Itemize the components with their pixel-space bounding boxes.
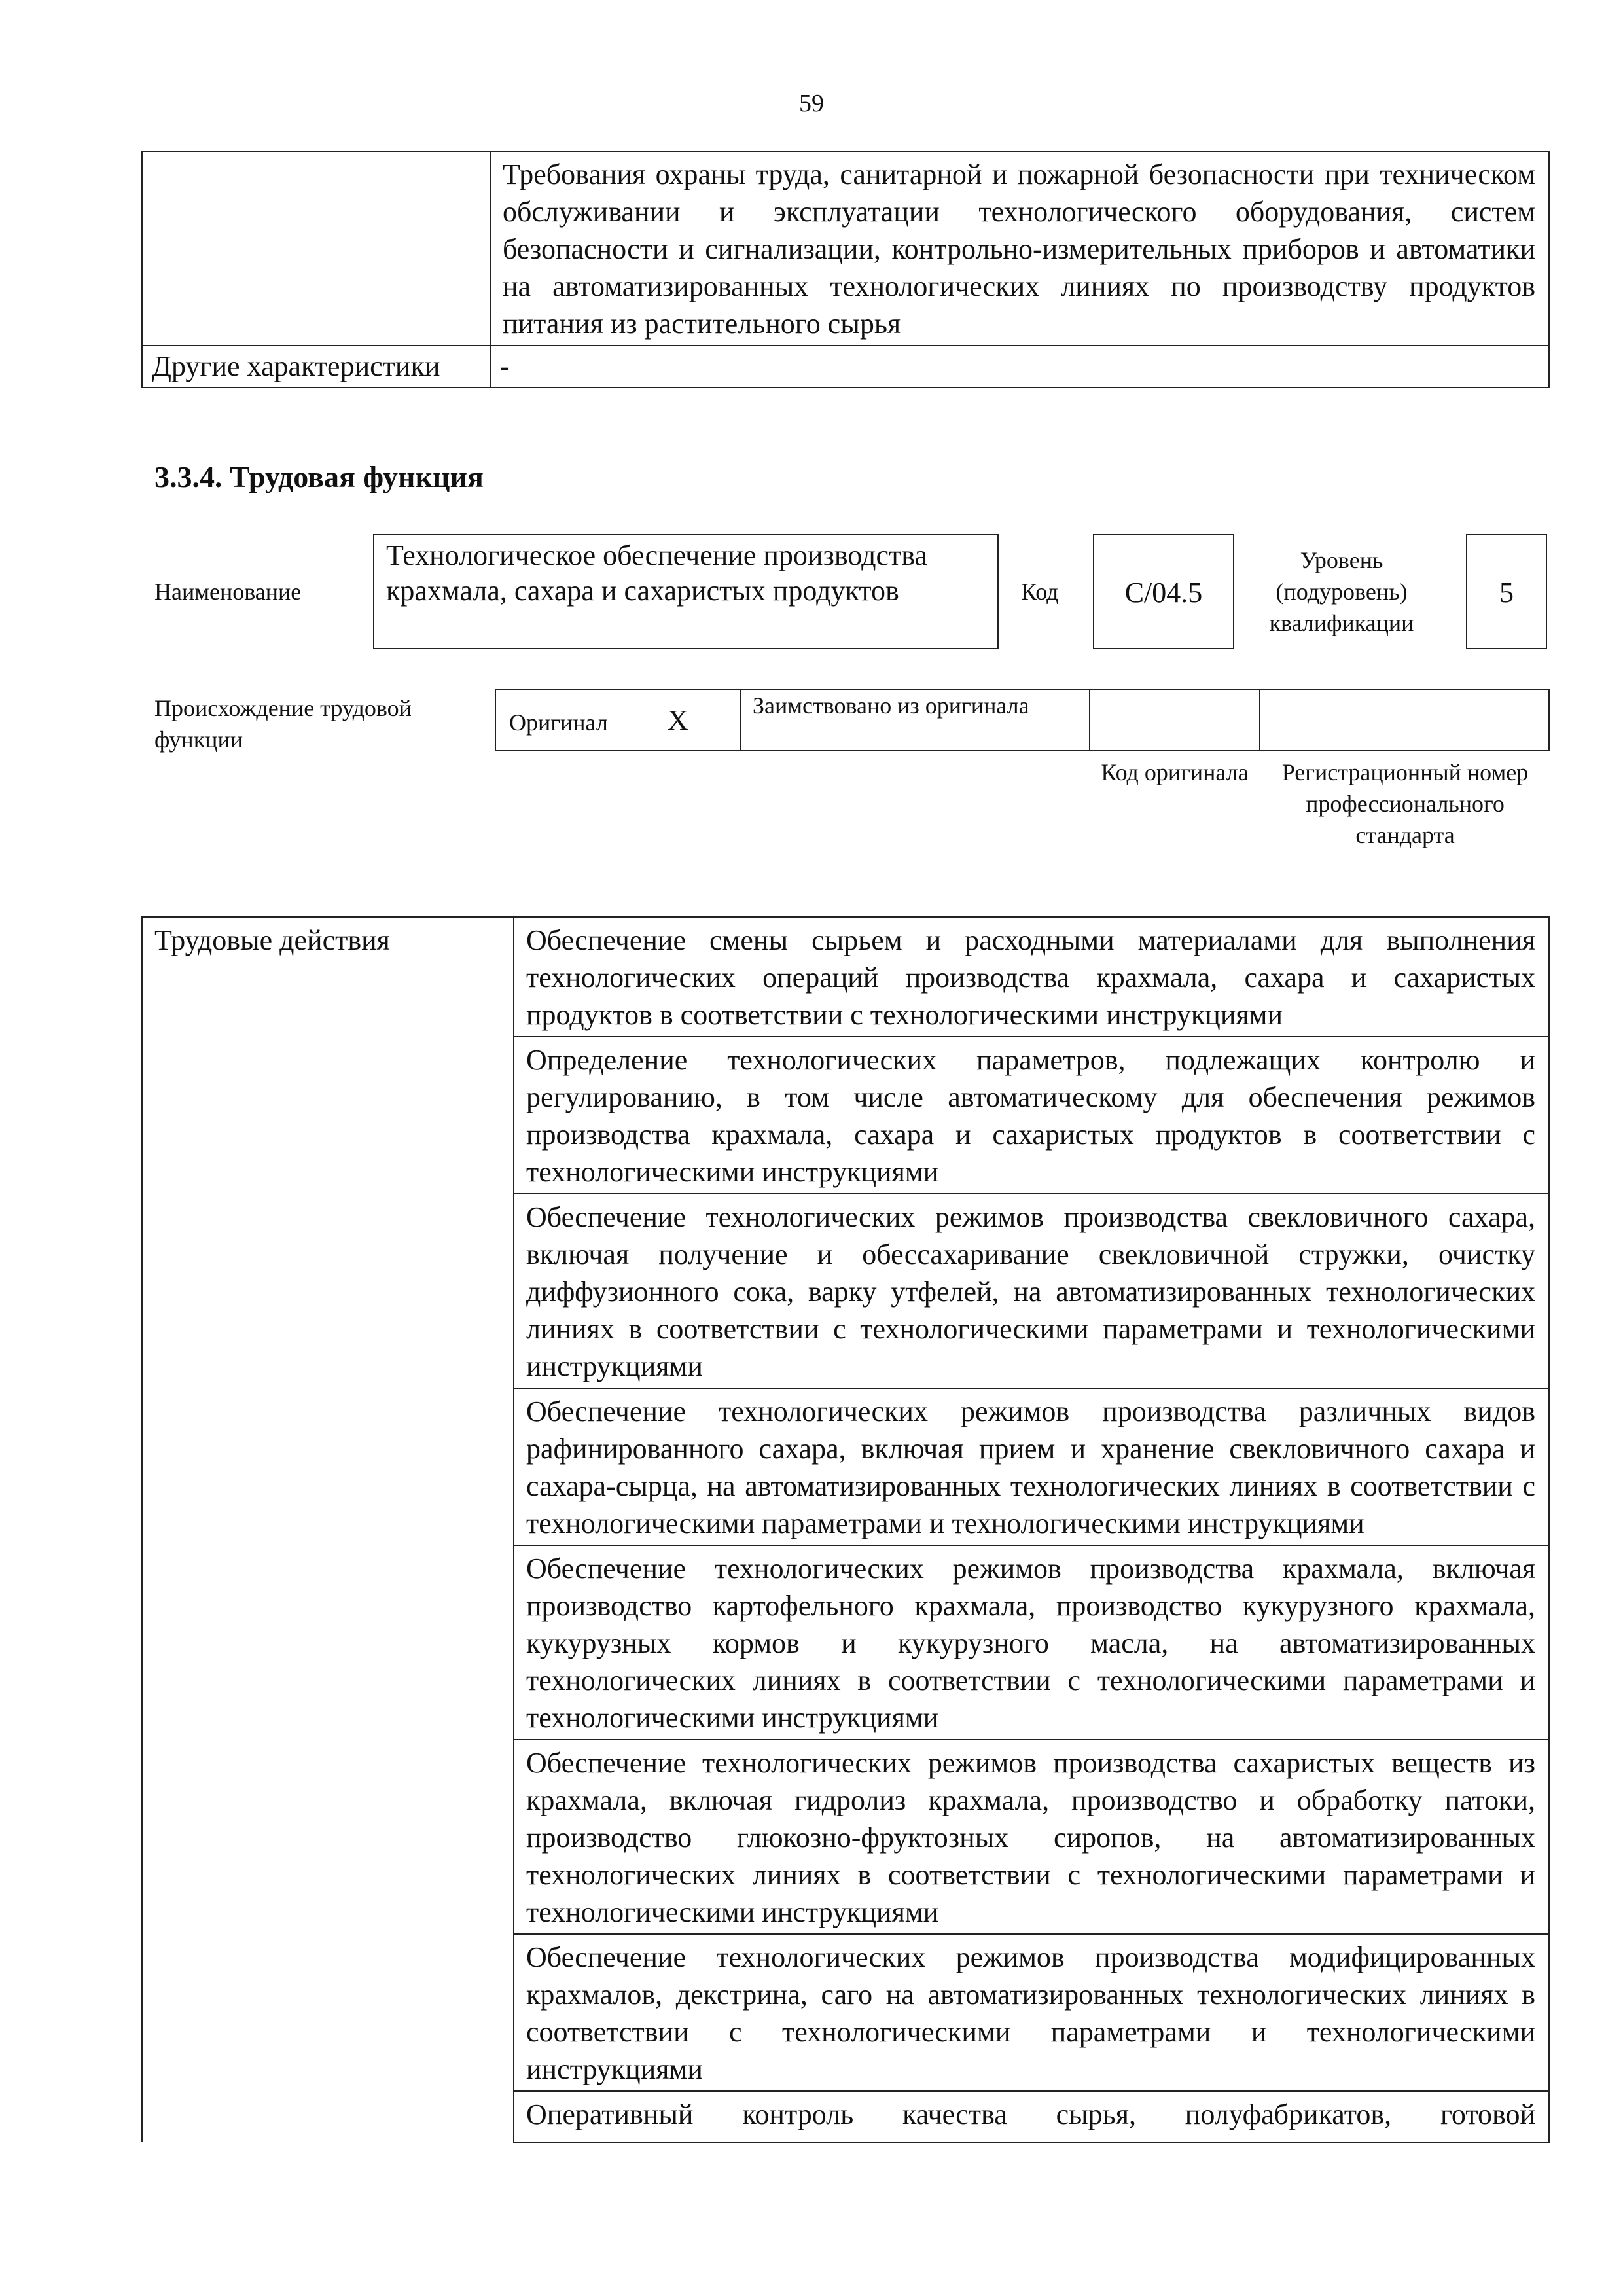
level-box — [1466, 534, 1547, 649]
labor-actions-label: Трудовые действия — [142, 917, 514, 2142]
section-heading: 3.3.4. Трудовая функция — [154, 460, 484, 493]
labor-action-item — [514, 2091, 1549, 2142]
function-name-box — [373, 534, 999, 649]
code-label: Код — [1021, 579, 1059, 605]
labor-action-item: Обеспечение технологических режимов производства различных видов рафинированного сахара, включая прием и хранение свекловичного сахара и сахара-сырца, на автоматизированных технологических линиях в соответствии с технологическими параметрами и технологическими инструкциями — [514, 1388, 1549, 1545]
labor-action-item: Обеспечение технологических режимов производства модифицированных крахмалов, декстрина, саго на автоматизированных технологических линиях в соответствии с технологическими параметрами и технологическими инструкциями — [514, 1934, 1549, 2091]
labor-action-item: Определение технологических параметров, подлежащих контролю и регулированию, в том числе автоматическому для обеспечения режимов производства крахмала, сахара и сахаристых продуктов в соответствии с технологическими инструкциями — [514, 1037, 1549, 1194]
level-value: 5 — [1499, 577, 1514, 609]
origin-divider — [1089, 689, 1090, 751]
labor-action-item: Обеспечение технологических режимов производства сахаристых веществ из крахмала, включая гидролиз крахмала, производство и обработку патоки, производство глюкозно-фруктозных сиропов, на автоматизированных технологических линиях в соответствии с технологическими параметрами и технологическими инструкциями — [514, 1740, 1549, 1934]
registration-number-caption: Регистрационный номер профессионального стандарта — [1281, 759, 1529, 848]
name-label: Наименование — [154, 579, 302, 605]
other-characteristics-value: - — [490, 346, 1549, 387]
original-label: Оригинал — [509, 709, 608, 736]
code-value: C/04.5 — [1124, 577, 1203, 609]
borrowed-label: Заимствовано из оригинала — [753, 692, 1029, 719]
labor-action-item: Обеспечение технологических режимов производства крахмала, включая производство картофельного крахмала, производство кукурузного крахмала, кукурузных кормов и кукурузного масла, на автоматизированных технологических линиях в соответствии с технологическими параметрами и технологическими инструкциями — [514, 1545, 1549, 1740]
code-original-caption: Код оригинала — [1101, 759, 1249, 785]
origin-label: Происхождение трудовой функции — [154, 695, 412, 753]
requirements-table — [141, 151, 1550, 388]
labor-action-item: Обеспечение смены сырьем и расходными материалами для выполнения технологических операций производства крахмала, сахара и сахаристых продуктов в соответствии с технологическими инструкциями — [514, 917, 1549, 1037]
original-mark: X — [668, 704, 688, 736]
requirements-text: Требования охраны труда, санитарной и пожарной безопасности при техническом обслуживании и эксплуатации технологического оборудования, систем безопасности и сигнализации, контрольно-измерительных приборов и автоматики на автоматизированных технологических линиях по производству продуктов питания из растительного сырья — [490, 151, 1549, 346]
code-box — [1093, 534, 1234, 649]
level-label: Уровень (подуровень) квалификации — [1269, 547, 1414, 636]
labor-actions-table — [141, 916, 1550, 2143]
page-number: 59 — [799, 90, 824, 117]
origin-divider — [1259, 689, 1260, 751]
function-name: Технологическое обеспечение производства крахмала, сахара и сахаристых продуктов — [386, 539, 927, 607]
labor-action-item: Обеспечение технологических режимов производства свекловичного сахара, включая получение и обессахаривание свекловичной стружки, очистку диффузионного сока, варку утфелей, на автоматизированных технологических линиях в соответствии с технологическими параметрами и технологическими инструкциями — [514, 1194, 1549, 1388]
other-characteristics-label: Другие характеристики — [142, 346, 490, 387]
origin-divider — [740, 689, 741, 751]
labor-action-item-text: Оперативный контроль качества сырья, полуфабрикатов, готовой — [526, 2098, 1535, 2130]
empty-cell — [142, 151, 490, 346]
